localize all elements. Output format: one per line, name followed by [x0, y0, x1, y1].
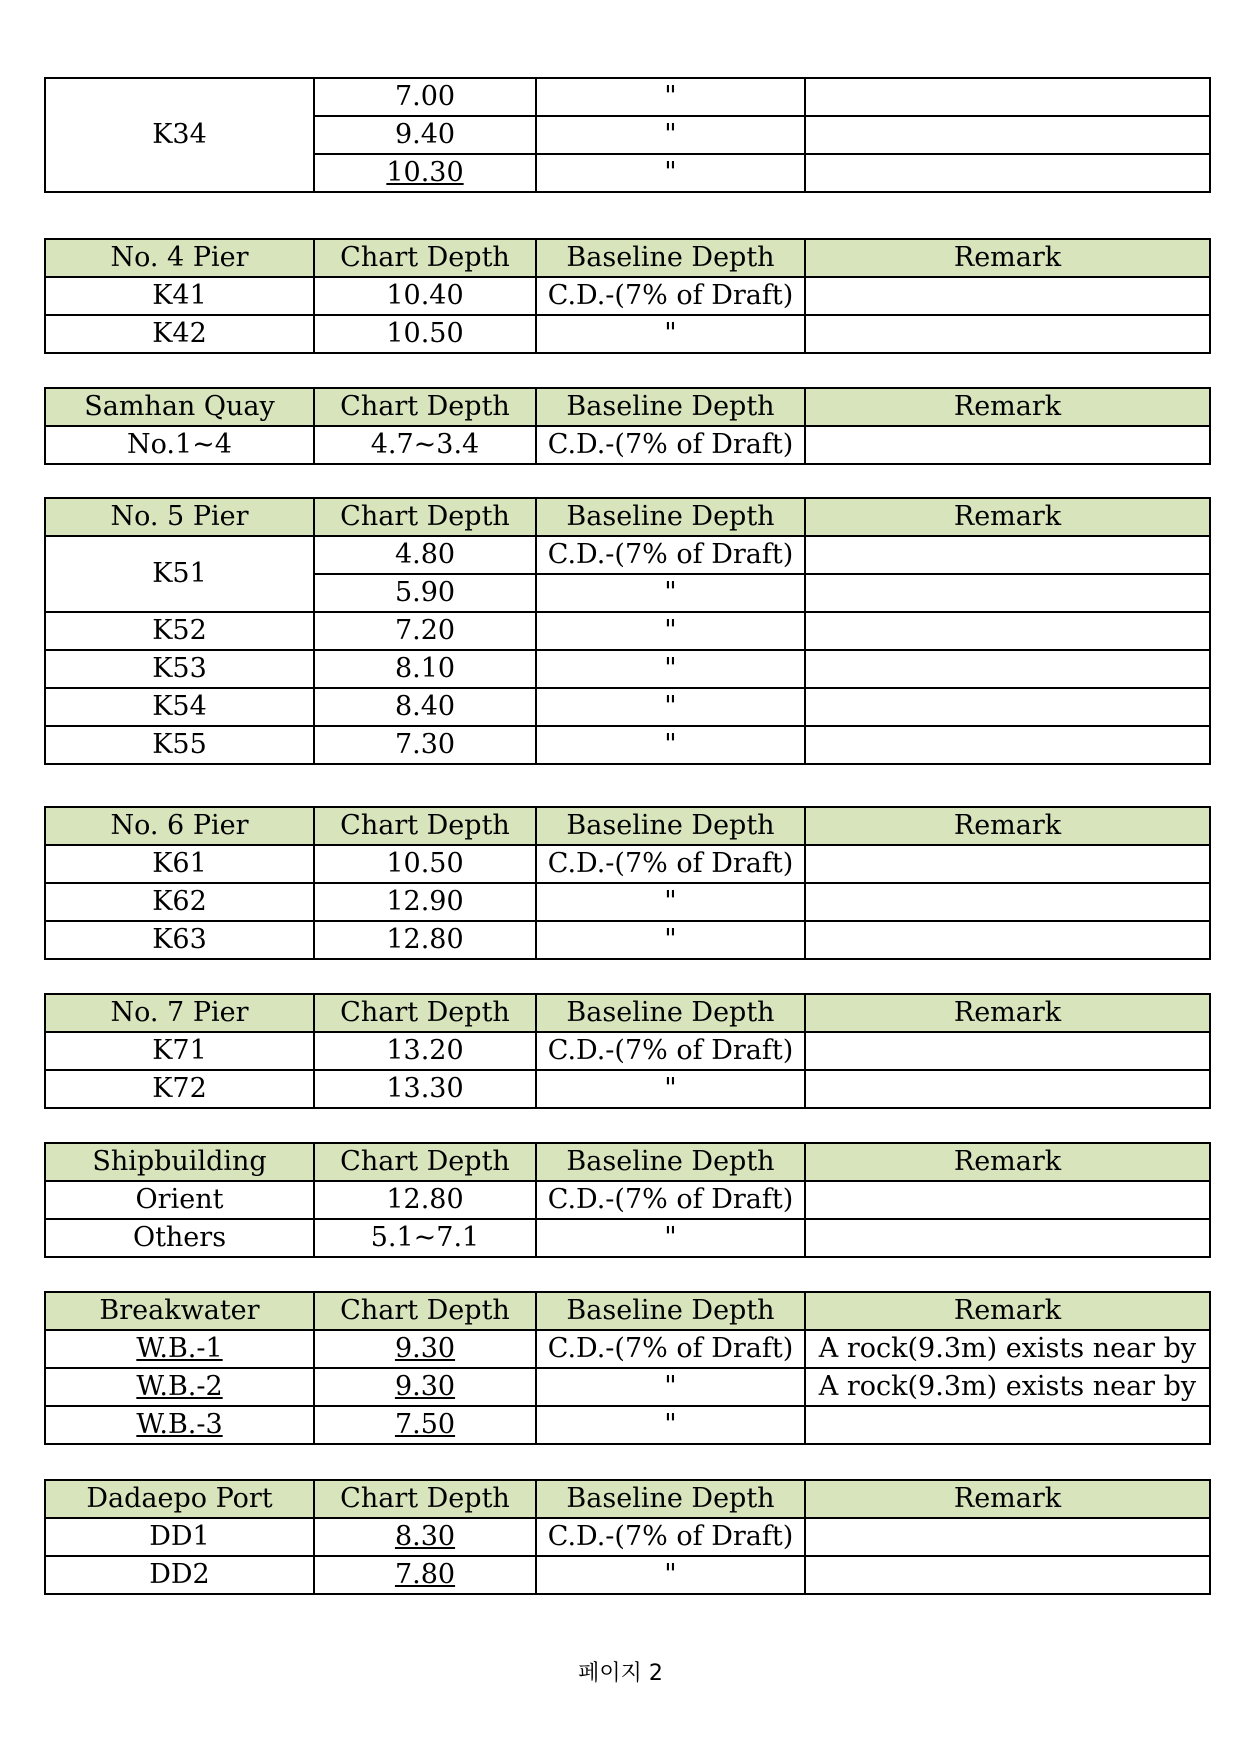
- breakwater-table: [44, 1291, 1211, 1445]
- chart-depth-cell: 10.50: [314, 845, 536, 883]
- baseline-depth-cell: ": [536, 1219, 805, 1257]
- baseline-depth-cell: ": [536, 78, 805, 116]
- remark-cell: A rock(9.3m) exists near by: [805, 1368, 1210, 1406]
- remark-cell: A rock(9.3m) exists near by: [805, 1330, 1210, 1368]
- table-row: [45, 688, 1210, 726]
- table-row: [45, 845, 1210, 883]
- chart-depth-cell: 7.20: [314, 612, 536, 650]
- remark-cell: [805, 845, 1210, 883]
- baseline-depth-cell: C.D.-(7% of Draft): [536, 1181, 805, 1219]
- chart-depth-cell: 5.1~7.1: [314, 1219, 536, 1257]
- header-cell: No. 5 Pier: [45, 498, 314, 536]
- baseline-depth-cell: C.D.-(7% of Draft): [536, 536, 805, 574]
- baseline-depth-cell: ": [536, 726, 805, 764]
- baseline-depth-cell: ": [536, 650, 805, 688]
- berth-cell: K54: [45, 688, 314, 726]
- chart-depth-cell: 10.30: [314, 154, 536, 192]
- header-cell: Chart Depth: [314, 498, 536, 536]
- table-row: [45, 277, 1210, 315]
- chart-depth-cell: 9.30: [314, 1368, 536, 1406]
- berth-cell: K55: [45, 726, 314, 764]
- remark-cell: [805, 1032, 1210, 1070]
- dadaepo-port-table: [44, 1479, 1211, 1595]
- remark-cell: [805, 921, 1210, 959]
- remark-cell: [805, 883, 1210, 921]
- berth-cell: No.1~4: [45, 426, 314, 464]
- header-cell: Shipbuilding: [45, 1143, 314, 1181]
- chart-depth-cell: 4.7~3.4: [314, 426, 536, 464]
- remark-cell: [805, 1556, 1210, 1594]
- chart-depth-cell: 7.00: [314, 78, 536, 116]
- header-cell: No. 4 Pier: [45, 239, 314, 277]
- header-cell: Remark: [805, 1292, 1210, 1330]
- no5-pier-table: [44, 497, 1211, 765]
- header-row: [45, 1143, 1210, 1181]
- baseline-depth-cell: C.D.-(7% of Draft): [536, 277, 805, 315]
- header-cell: Chart Depth: [314, 239, 536, 277]
- baseline-depth-cell: C.D.-(7% of Draft): [536, 1518, 805, 1556]
- shipbuilding-table: [44, 1142, 1211, 1258]
- table-row: [45, 1070, 1210, 1108]
- chart-depth-cell: 8.10: [314, 650, 536, 688]
- no6-pier-table: [44, 806, 1211, 960]
- chart-depth-cell: 8.30: [314, 1518, 536, 1556]
- berth-cell: K62: [45, 883, 314, 921]
- table-row: [45, 1556, 1210, 1594]
- chart-depth-cell: 8.40: [314, 688, 536, 726]
- header-cell: Chart Depth: [314, 807, 536, 845]
- berth-cell: W.B.-3: [45, 1406, 314, 1444]
- remark-cell: [805, 536, 1210, 574]
- remark-cell: [805, 726, 1210, 764]
- table-row: [45, 612, 1210, 650]
- berth-cell: K34: [45, 78, 314, 192]
- remark-cell: [805, 1070, 1210, 1108]
- baseline-depth-cell: ": [536, 1406, 805, 1444]
- header-row: [45, 1292, 1210, 1330]
- header-cell: Baseline Depth: [536, 1143, 805, 1181]
- berth-cell: K72: [45, 1070, 314, 1108]
- berth-cell: K52: [45, 612, 314, 650]
- remark-cell: [805, 154, 1210, 192]
- baseline-depth-cell: ": [536, 1070, 805, 1108]
- no7-pier-table: [44, 993, 1211, 1109]
- header-cell: Remark: [805, 388, 1210, 426]
- header-cell: Dadaepo Port: [45, 1480, 314, 1518]
- table-row: [45, 536, 1210, 574]
- baseline-depth-cell: ": [536, 883, 805, 921]
- baseline-depth-cell: C.D.-(7% of Draft): [536, 1330, 805, 1368]
- remark-cell: [805, 612, 1210, 650]
- chart-depth-cell: 13.20: [314, 1032, 536, 1070]
- baseline-depth-cell: ": [536, 921, 805, 959]
- remark-cell: [805, 426, 1210, 464]
- berth-cell: K42: [45, 315, 314, 353]
- remark-cell: [805, 315, 1210, 353]
- baseline-depth-cell: C.D.-(7% of Draft): [536, 1032, 805, 1070]
- header-cell: Chart Depth: [314, 1480, 536, 1518]
- header-cell: Baseline Depth: [536, 1292, 805, 1330]
- header-cell: Chart Depth: [314, 994, 536, 1032]
- chart-depth-cell: 4.80: [314, 536, 536, 574]
- baseline-depth-cell: C.D.-(7% of Draft): [536, 426, 805, 464]
- table-row: [45, 921, 1210, 959]
- berth-cell: K51: [45, 536, 314, 612]
- berth-cell: K61: [45, 845, 314, 883]
- header-cell: Baseline Depth: [536, 1480, 805, 1518]
- remark-cell: [805, 688, 1210, 726]
- chart-depth-cell: 7.80: [314, 1556, 536, 1594]
- remark-cell: [805, 1406, 1210, 1444]
- header-cell: Baseline Depth: [536, 807, 805, 845]
- chart-depth-cell: 12.80: [314, 921, 536, 959]
- header-cell: Baseline Depth: [536, 388, 805, 426]
- remark-cell: [805, 574, 1210, 612]
- table-row: [45, 1032, 1210, 1070]
- header-row: [45, 239, 1210, 277]
- berth-cell: K71: [45, 1032, 314, 1070]
- remark-cell: [805, 650, 1210, 688]
- chart-depth-cell: 13.30: [314, 1070, 536, 1108]
- header-cell: Breakwater: [45, 1292, 314, 1330]
- table-row: [45, 426, 1210, 464]
- header-cell: Remark: [805, 807, 1210, 845]
- header-cell: Chart Depth: [314, 1143, 536, 1181]
- header-row: [45, 807, 1210, 845]
- table-row: [45, 883, 1210, 921]
- berth-cell: K53: [45, 650, 314, 688]
- table-row: [45, 1330, 1210, 1368]
- baseline-depth-cell: ": [536, 574, 805, 612]
- berth-cell: DD1: [45, 1518, 314, 1556]
- table-row: [45, 726, 1210, 764]
- baseline-depth-cell: ": [536, 612, 805, 650]
- table-row: [45, 78, 1210, 116]
- remark-cell: [805, 277, 1210, 315]
- baseline-depth-cell: ": [536, 315, 805, 353]
- header-cell: Chart Depth: [314, 388, 536, 426]
- header-cell: No. 7 Pier: [45, 994, 314, 1032]
- header-cell: Baseline Depth: [536, 994, 805, 1032]
- table-row: [45, 315, 1210, 353]
- header-cell: Chart Depth: [314, 1292, 536, 1330]
- header-cell: No. 6 Pier: [45, 807, 314, 845]
- header-row: [45, 498, 1210, 536]
- baseline-depth-cell: ": [536, 1368, 805, 1406]
- header-cell: Remark: [805, 1143, 1210, 1181]
- header-cell: Samhan Quay: [45, 388, 314, 426]
- no4-pier-table: [44, 238, 1211, 354]
- remark-cell: [805, 78, 1210, 116]
- baseline-depth-cell: ": [536, 1556, 805, 1594]
- berth-cell: W.B.-1: [45, 1330, 314, 1368]
- header-cell: Remark: [805, 498, 1210, 536]
- baseline-depth-cell: ": [536, 116, 805, 154]
- baseline-depth-cell: ": [536, 688, 805, 726]
- header-row: [45, 1480, 1210, 1518]
- chart-depth-cell: 12.90: [314, 883, 536, 921]
- remark-cell: [805, 116, 1210, 154]
- chart-depth-cell: 9.40: [314, 116, 536, 154]
- chart-depth-cell: 10.50: [314, 315, 536, 353]
- header-cell: Remark: [805, 994, 1210, 1032]
- table-row: [45, 1219, 1210, 1257]
- berth-cell: DD2: [45, 1556, 314, 1594]
- header-row: [45, 994, 1210, 1032]
- berth-cell: K41: [45, 277, 314, 315]
- remark-cell: [805, 1518, 1210, 1556]
- table-row: [45, 1518, 1210, 1556]
- remark-cell: [805, 1181, 1210, 1219]
- berth-cell: Others: [45, 1219, 314, 1257]
- header-cell: Remark: [805, 1480, 1210, 1518]
- berth-cell: K63: [45, 921, 314, 959]
- table-row: [45, 1181, 1210, 1219]
- table-row: [45, 1368, 1210, 1406]
- berth-cell: W.B.-2: [45, 1368, 314, 1406]
- remark-cell: [805, 1219, 1210, 1257]
- chart-depth-cell: 5.90: [314, 574, 536, 612]
- samhan-quay-table: [44, 387, 1211, 465]
- page-number: 페이지 2: [578, 1661, 663, 1686]
- chart-depth-cell: 10.40: [314, 277, 536, 315]
- table-row: [45, 650, 1210, 688]
- chart-depth-cell: 7.30: [314, 726, 536, 764]
- header-cell: Remark: [805, 239, 1210, 277]
- header-cell: Baseline Depth: [536, 498, 805, 536]
- chart-depth-cell: 9.30: [314, 1330, 536, 1368]
- header-cell: Baseline Depth: [536, 239, 805, 277]
- header-row: [45, 388, 1210, 426]
- chart-depth-cell: 12.80: [314, 1181, 536, 1219]
- baseline-depth-cell: C.D.-(7% of Draft): [536, 845, 805, 883]
- chart-depth-cell: 7.50: [314, 1406, 536, 1444]
- baseline-depth-cell: ": [536, 154, 805, 192]
- k34-table: [44, 77, 1211, 193]
- table-row: [45, 1406, 1210, 1444]
- berth-cell: Orient: [45, 1181, 314, 1219]
